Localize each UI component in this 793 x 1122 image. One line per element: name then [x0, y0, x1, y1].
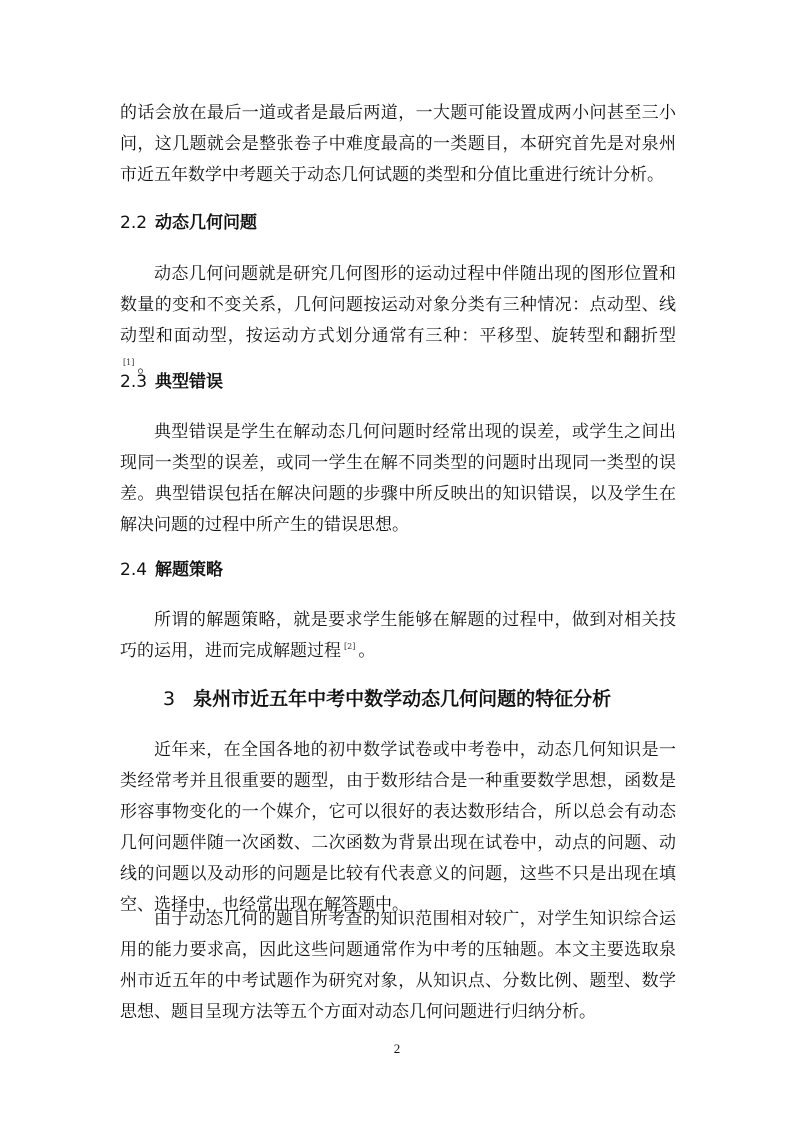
section-number: 2.3	[120, 372, 148, 392]
section-title: 动态几何问题	[155, 213, 258, 233]
chapter-3-paragraph-2: 由于动态几何的题目所考查的知识范围相对较广，对学生知识综合运用的能力要求高，因此这些问题通常作为中考的压轴题。本文主要选取泉州市近五年的中考试题作为研究对象，从知识点、分数比例、题型、数学思想、题目呈现方法等五个方面对动态几何问题进行归纳分析。	[120, 909, 676, 1022]
section-heading-2-3	[120, 370, 223, 394]
paragraph-end: 。	[137, 357, 155, 377]
section-title: 典型错误	[155, 372, 224, 392]
section-2-2-paragraph	[120, 259, 676, 383]
section-heading-2-2	[120, 211, 257, 235]
section-heading-2-4	[120, 558, 223, 582]
chapter-title: 泉州市近五年中考中数学动态几何问题的特征分析	[193, 688, 612, 710]
chapter-heading-3	[163, 686, 611, 712]
citation-reference: [1]	[123, 358, 135, 367]
section-number: 2.4	[120, 560, 148, 580]
chapter-3-paragraph-1: 近年来，在全国各地的初中数学试卷或中考卷中，动态几何知识是一类经常考并且很重要的题型，由于数形结合是一种重要数学思想，函数是形容事物变化的一个媒介，它可以很好的表达数形结合，所以总会有动态几何问题伴随一次函数、二次函数为背景出现在试卷中，动点的问题、动线的问题以及动形的问题是比较有代表意义的问题，这些不只是出现在填空、选择中，也经常出现在解答题中。	[120, 740, 676, 915]
section-2-4-paragraph	[120, 605, 676, 667]
citation-reference: [2]	[344, 642, 356, 651]
chapter-number: 3	[163, 688, 176, 710]
intro-paragraph: 的话会放在最后一道或者是最后两道，一大题可能设置成两小问甚至三小问，这几题就会是整张卷子中难度最高的一类题目，本研究首先是对泉州市近五年数学中考题关于动态几何试题的类型和分值比重进行统计分析。	[120, 103, 676, 185]
paragraph-text: 动态几何问题就是研究几何图形的运动过程中伴随出现的图形位置和数量的变和不变关系，几何问题按运动对象分类有三种情况：点动型、线动型和面动型，按运动方式划分通常有三种：平移型、旋转型和翻折型	[120, 264, 676, 346]
page-number: 2	[393, 1041, 401, 1056]
section-title: 解题策略	[155, 560, 224, 580]
section-2-3-paragraph: 典型错误是学生在解动态几何问题时经常出现的误差，或学生之间出现同一类型的误差，或同一学生在解不同类型的问题时出现同一类型的误差。典型错误包括在解决问题的步骤中所反映出的知识错误，以及学生在解决问题的过程中所产生的错误思想。	[120, 422, 676, 535]
paragraph-text: 所谓的解题策略，就是要求学生能够在解题的过程中，做到对相关技巧的运用，进而完成解题过程	[120, 610, 676, 661]
section-number: 2.2	[120, 213, 148, 233]
paragraph-end: 。	[358, 641, 376, 661]
